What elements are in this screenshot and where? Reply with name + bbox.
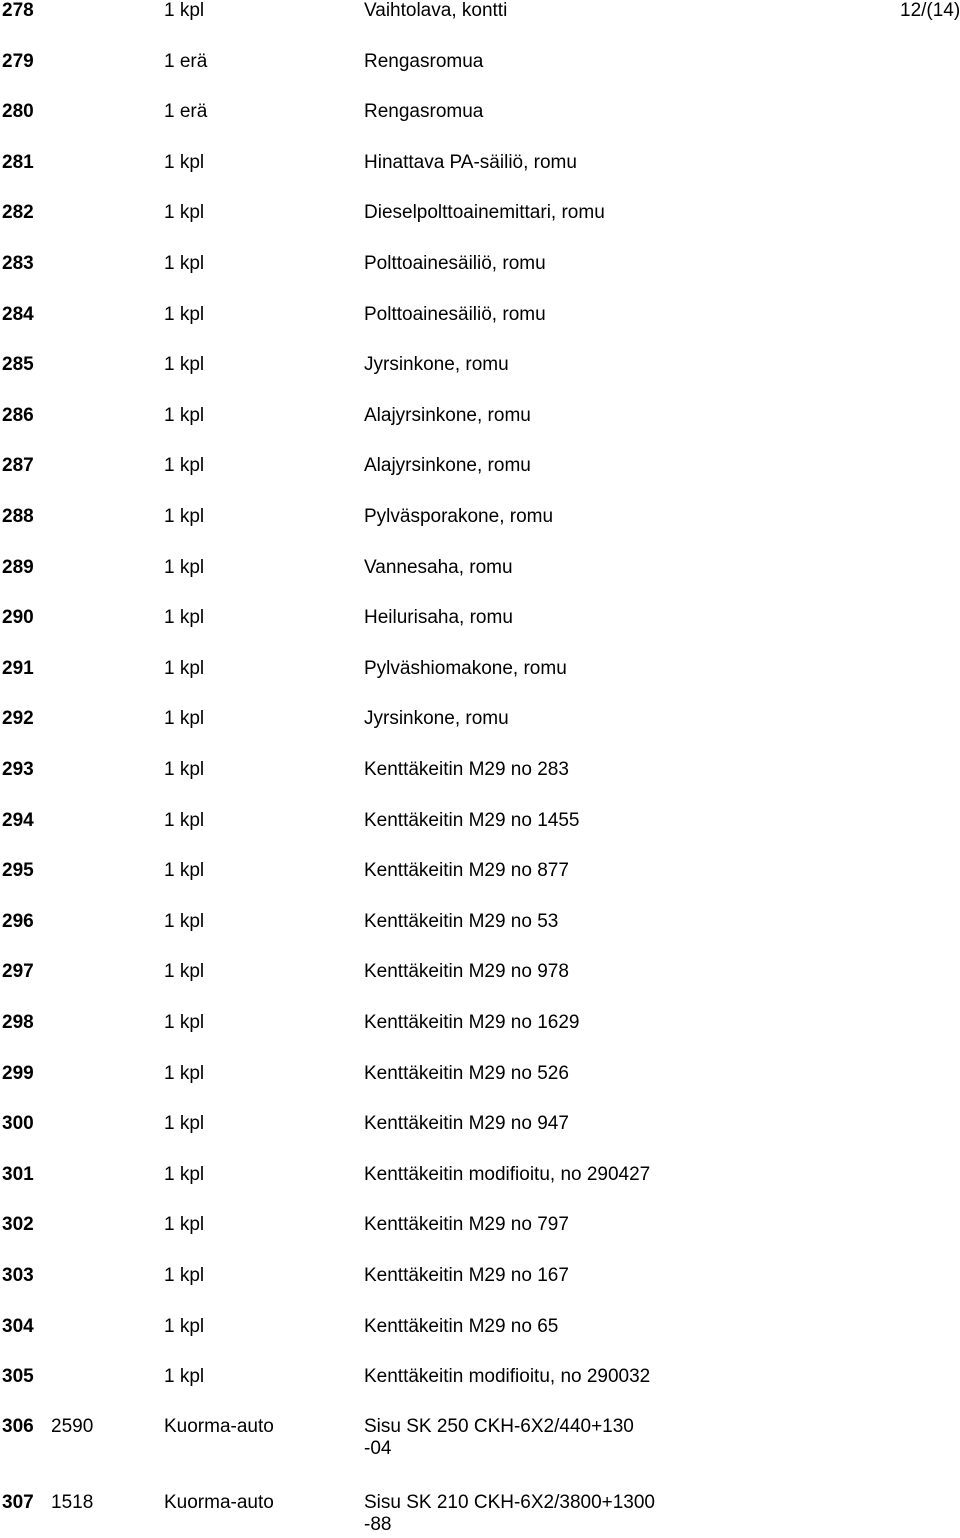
item-description-line: Kenttäkeitin M29 no 947 — [364, 1113, 569, 1135]
item-description-line: Jyrsinkone, romu — [364, 354, 509, 376]
item-number: 303 — [2, 1265, 34, 1286]
item-description-line: Kenttäkeitin modifioitu, no 290032 — [364, 1366, 651, 1388]
item-description — [364, 1492, 655, 1536]
item-description-line: Jyrsinkone, romu — [364, 708, 509, 730]
item-description-line: Kenttäkeitin M29 no 526 — [364, 1062, 569, 1084]
item-description — [364, 506, 553, 528]
page-number: 12/(14) — [900, 0, 960, 21]
item-description — [364, 51, 483, 73]
item-number: 300 — [2, 1113, 34, 1135]
item-number: 285 — [2, 354, 34, 376]
item-id: 1518 — [51, 1492, 94, 1513]
item-quantity: 1 kpl — [164, 1315, 205, 1337]
item-description — [364, 1316, 558, 1338]
item-description-line: Pylväshiomakone, romu — [364, 657, 567, 679]
item-number: 304 — [2, 1315, 34, 1337]
item-description — [364, 658, 567, 680]
item-description-line: -04 — [364, 1438, 392, 1459]
item-number: 281 — [2, 151, 34, 173]
item-number: 299 — [2, 1062, 34, 1084]
item-description-line: Kenttäkeitin M29 no 877 — [364, 860, 569, 882]
item-description — [364, 405, 531, 427]
item-description — [364, 1164, 650, 1186]
item-number: 283 — [2, 253, 34, 274]
item-number: 278 — [2, 0, 34, 21]
item-description-line: Heilurisaha, romu — [364, 607, 513, 629]
item-description — [364, 810, 580, 832]
item-description — [364, 607, 513, 629]
item-quantity: 1 kpl — [164, 556, 205, 578]
item-description-line: Kenttäkeitin M29 no 167 — [364, 1265, 569, 1286]
item-number: 295 — [2, 860, 34, 882]
item-description — [364, 1012, 580, 1034]
item-description — [364, 1214, 569, 1236]
item-description — [364, 304, 546, 326]
item-quantity: 1 kpl — [164, 607, 205, 629]
item-description-line: Polttoainesäiliö, romu — [364, 253, 546, 274]
item-number: 296 — [2, 910, 34, 932]
item-number: 289 — [2, 556, 34, 578]
item-quantity: 1 kpl — [164, 910, 205, 932]
item-description — [364, 1113, 569, 1135]
item-number: 307 — [2, 1492, 34, 1513]
item-quantity: 1 kpl — [164, 303, 205, 325]
item-quantity: 1 kpl — [164, 455, 205, 477]
item-description — [364, 455, 531, 477]
item-description-line: Kenttäkeitin M29 no 1455 — [364, 809, 580, 831]
item-quantity: 1 kpl — [164, 1163, 205, 1185]
item-description-line: Kenttäkeitin M29 no 65 — [364, 1315, 559, 1337]
item-number: 297 — [2, 961, 34, 983]
item-number: 291 — [2, 657, 34, 679]
item-description-line: Kenttäkeitin M29 no 978 — [364, 961, 569, 983]
item-number: 286 — [2, 404, 34, 426]
item-description-line: Alajyrsinkone, romu — [364, 455, 531, 477]
item-number: 279 — [2, 50, 34, 72]
item-quantity: 1 erä — [164, 101, 208, 123]
item-quantity: 1 kpl — [164, 0, 205, 21]
item-description — [364, 759, 569, 781]
item-number: 305 — [2, 1366, 34, 1388]
item-quantity: 1 kpl — [164, 1113, 205, 1135]
item-number: 280 — [2, 101, 34, 123]
item-description — [364, 557, 513, 579]
item-description-line: Kenttäkeitin M29 no 283 — [364, 759, 569, 780]
item-quantity: 1 erä — [164, 50, 208, 72]
item-description-line: -88 — [364, 1514, 392, 1535]
item-quantity: 1 kpl — [164, 1214, 205, 1236]
item-quantity: 1 kpl — [164, 151, 205, 173]
item-quantity: 1 kpl — [164, 506, 205, 527]
item-description — [364, 202, 605, 224]
item-quantity: 1 kpl — [164, 253, 205, 274]
item-description-line: Alajyrsinkone, romu — [364, 404, 531, 426]
item-number: 298 — [2, 1012, 34, 1033]
item-description-line: Rengasromua — [364, 101, 484, 123]
item-number: 284 — [2, 303, 34, 325]
item-description-line: Kenttäkeitin M29 no 53 — [364, 910, 559, 932]
item-number: 292 — [2, 708, 34, 730]
item-quantity: 1 kpl — [164, 657, 205, 679]
item-description — [364, 1063, 569, 1085]
item-description — [364, 911, 558, 933]
item-description — [364, 961, 569, 983]
item-description — [364, 101, 483, 123]
item-quantity: 1 kpl — [164, 1012, 205, 1033]
item-description-line: Vannesaha, romu — [364, 556, 513, 578]
item-description — [364, 1416, 634, 1460]
item-description-line: Hinattava PA-säiliö, romu — [364, 151, 577, 173]
item-description-line: Kenttäkeitin modifioitu, no 290427 — [364, 1163, 651, 1185]
item-quantity: 1 kpl — [164, 404, 205, 426]
item-description-line: Sisu SK 250 CKH-6X2/440+130 — [364, 1416, 634, 1437]
item-quantity: Kuorma-auto — [164, 1492, 274, 1513]
item-description — [364, 253, 546, 275]
item-description-line: Polttoainesäiliö, romu — [364, 303, 546, 325]
item-description-line: Rengasromua — [364, 50, 484, 72]
item-description — [364, 860, 569, 882]
item-number: 290 — [2, 607, 34, 629]
item-number: 282 — [2, 202, 34, 224]
item-number: 294 — [2, 809, 34, 831]
item-number: 306 — [2, 1416, 34, 1437]
item-quantity: 1 kpl — [164, 708, 205, 730]
item-number: 287 — [2, 455, 34, 477]
item-quantity: 1 kpl — [164, 1366, 205, 1388]
item-quantity: 1 kpl — [164, 1062, 205, 1084]
item-description-line: Kenttäkeitin M29 no 1629 — [364, 1012, 580, 1033]
item-number: 302 — [2, 1214, 34, 1236]
item-description-line: Vaihtolava, kontti — [364, 0, 508, 21]
item-description — [364, 152, 577, 174]
item-quantity: 1 kpl — [164, 354, 205, 376]
item-description — [364, 0, 507, 22]
item-quantity: 1 kpl — [164, 860, 205, 882]
item-description — [364, 1265, 569, 1287]
item-number: 288 — [2, 506, 34, 527]
item-description — [364, 1366, 650, 1388]
item-description — [364, 354, 509, 376]
item-description-line: Sisu SK 210 CKH-6X2/3800+1300 — [364, 1492, 656, 1513]
item-quantity: 1 kpl — [164, 759, 205, 780]
item-id: 2590 — [51, 1416, 94, 1437]
item-description — [364, 708, 509, 730]
item-number: 301 — [2, 1163, 34, 1185]
item-description-line: Pylväsporakone, romu — [364, 506, 554, 527]
item-number: 293 — [2, 759, 34, 780]
item-quantity: 1 kpl — [164, 809, 205, 831]
item-description-line: Kenttäkeitin M29 no 797 — [364, 1214, 569, 1236]
item-description-line: Dieselpolttoainemittari, romu — [364, 202, 605, 224]
item-quantity: 1 kpl — [164, 1265, 205, 1286]
item-quantity: Kuorma-auto — [164, 1416, 274, 1437]
item-quantity: 1 kpl — [164, 961, 205, 983]
item-quantity: 1 kpl — [164, 202, 205, 224]
